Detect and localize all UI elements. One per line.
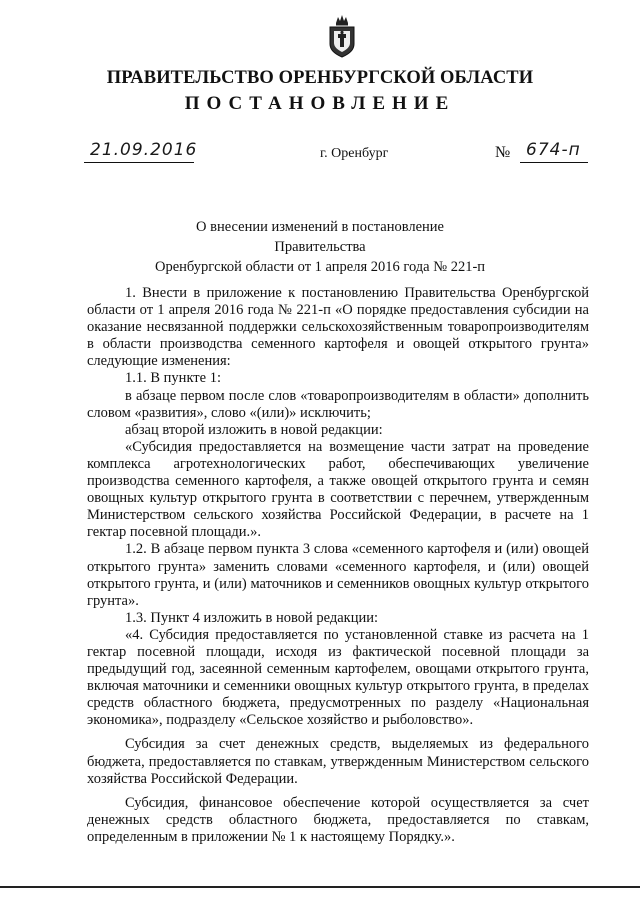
body-paragraph: 1.2. В абзаце первом пункта 3 слова «семенного картофеля и (или) овощей открытого грунта» заменить словами «семенного картофеля, и (или) овощей открытого грунта, и (или) маточников и семенников овощных культур открытого грунта». <box>87 541 589 609</box>
document-type: ПОСТАНОВЛЕНИЕ <box>184 93 456 114</box>
number-underline <box>520 162 588 163</box>
body-paragraph: 1.3. Пункт 4 изложить в новой редакции: <box>125 609 379 626</box>
subject-line-1: О внесении изменений в постановление Правительства <box>196 219 444 255</box>
body-paragraph: Субсидия за счет денежных средств, выделяемых из федерального бюджета, предоставляется по ставкам, утвержденным Министерством сельского хозяйства Российской Федерации. <box>87 736 589 787</box>
government-name: ПРАВИТЕЛЬСТВО ОРЕНБУРГСКОЙ ОБЛАСТИ <box>106 68 534 88</box>
number-label: № <box>495 144 511 161</box>
body-paragraph: 1. Внести в приложение к постановлению Правительства Оренбургской области от 1 апреля 2016 года № 221-п «О порядке предоставления субсидии на оказание несвязанной поддержки сельскохозяйственным товаропроизводителям в области производства семенного картофеля и овощей открытого грунта» следующие изменения: <box>87 285 589 370</box>
body-paragraph: «4. Субсидия предоставляется по установленной ставке из расчета на 1 гектар посевной площади, исходя из фактической посевной площади за предыдущий год, засеянной семенным картофелем, овощами открытого грунта, включая маточники и семенники овощных культур открытого грунта, в пределах средств областного бюджета, предусмотренных по разделу «Национальная экономика», подразделу «Сельское хозяйство и рыболовство». <box>87 626 589 729</box>
document-date: 21.09.2016 <box>90 140 198 160</box>
document-city: г. Оренбург <box>320 146 389 161</box>
document-body <box>87 285 589 846</box>
body-paragraph: в абзаце первом после слов «товаропроизводителям в области» дополнить словом «развития», слово «(или)» исключить; <box>87 387 589 421</box>
body-paragraph: абзац второй изложить в новой редакции: <box>125 421 383 438</box>
subject-line-2: Оренбургской области от 1 апреля 2016 года № 221-п <box>154 259 486 275</box>
document-subject <box>150 217 490 277</box>
document-number: 674-п <box>526 140 581 160</box>
page-bottom-rule <box>0 886 640 888</box>
body-paragraph: 1.1. В пункте 1: <box>125 370 221 387</box>
date-underline <box>84 162 194 163</box>
body-paragraph: Субсидия, финансовое обеспечение которой осуществляется за счет денежных средств областного бюджета, предоставляется по ставкам, определенным в приложении № 1 к настоящему Порядку.». <box>87 794 589 845</box>
coat-of-arms-icon <box>327 14 357 58</box>
body-paragraph: «Субсидия предоставляется на возмещение части затрат на проведение комплекса агротехнологических работ, обеспечивающих увеличение производства семенного картофеля, а также овощей открытого грунта и семян овощных культур открытого грунта в соответствии с перечнем, утвержденным Министерством сельского хозяйства Российской Федерации, в расчете на 1 гектар посевной площади.». <box>87 438 589 541</box>
